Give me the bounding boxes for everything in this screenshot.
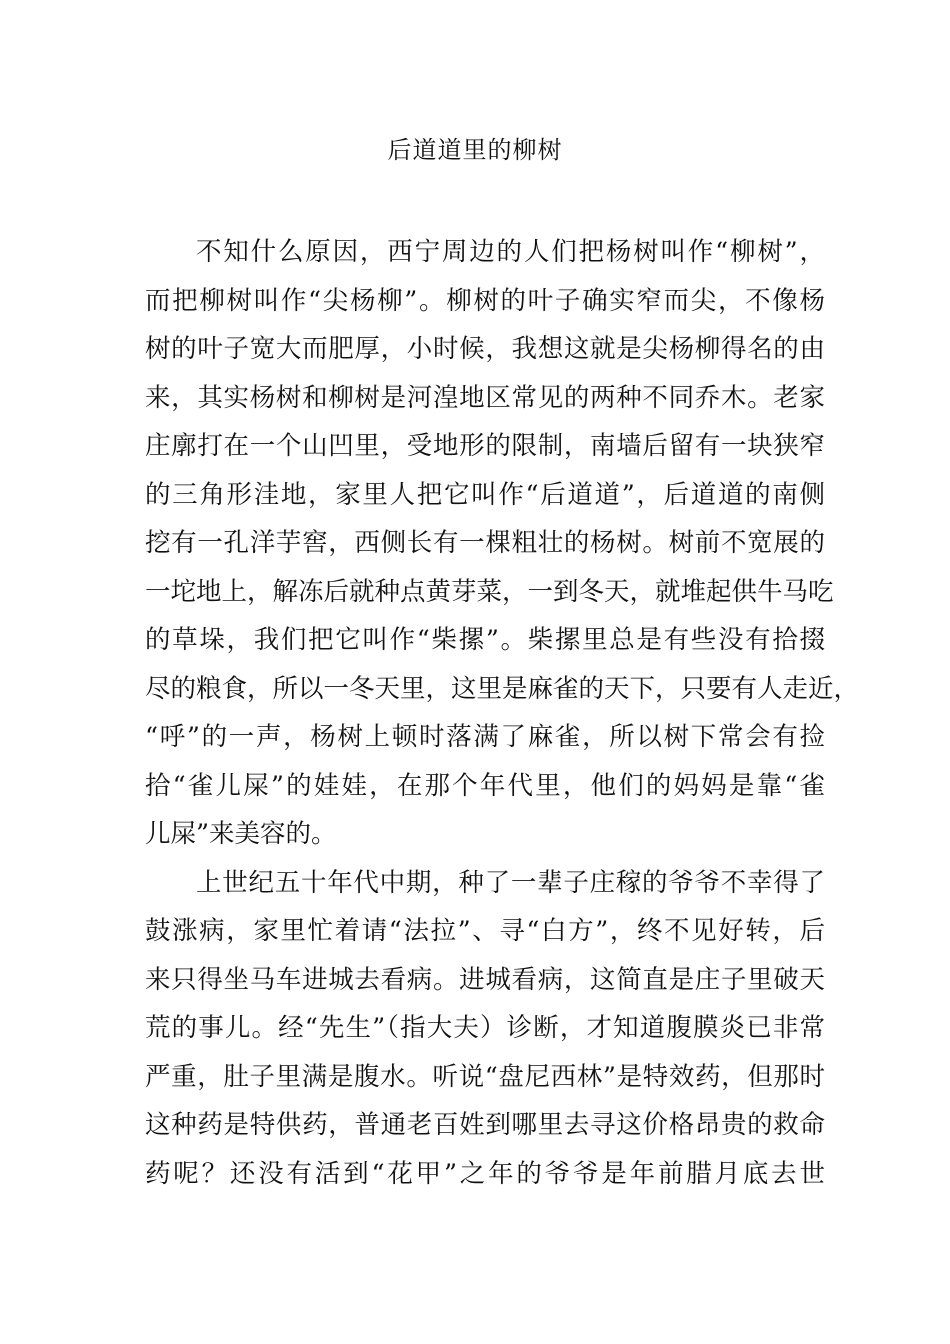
paragraph-line: 一坨地上，解冻后就种点黄芽菜，一到冬天，就堆起供牛马吃 xyxy=(145,576,834,607)
paragraph-line: “呼”的一声，杨树上顿时落满了麻雀，所以树下常会有捡 xyxy=(145,722,825,752)
paragraph-line: 庄廓打在一个山凹里，受地形的限制，南墙后留有一块狭窄 xyxy=(145,431,825,461)
paragraph-line: 来只得坐马车进城去看病。进城看病，这简直是庄子里破天 xyxy=(145,964,825,995)
paragraph-line: 树的叶子宽大而肥厚，小时候，我想这就是尖杨柳得名的由 xyxy=(145,334,825,364)
paragraph-line: 严重，肚子里满是腹水。听说“盘尼西林”是特效药，但那时 xyxy=(145,1061,825,1092)
paragraph-line: 药呢？还没有活到“花甲”之年的爷爷是年前腊月底去世 xyxy=(145,1158,825,1189)
paragraph-line: 不知什么原因，西宁周边的人们把杨树叫作“柳树”， xyxy=(196,237,825,267)
paragraph-line: 尽的粮食，所以一冬天里，这里是麻雀的天下，只要有人走近， xyxy=(145,673,860,704)
paragraph-line: 鼓涨病，家里忙着请“法拉”、寻“白方”，终不见好转，后 xyxy=(145,916,825,946)
paragraph-line: 儿屎”来美容的。 xyxy=(145,819,337,849)
paragraph-line: 上世纪五十年代中期，种了一辈子庄稼的爷爷不幸得了 xyxy=(196,867,825,898)
paragraph-line: 的草垛，我们把它叫作“柴摞”。柴摞里总是有些没有拾掇 xyxy=(145,625,825,655)
paragraph-line: 拾“雀儿屎”的娃娃，在那个年代里，他们的妈妈是靠“雀 xyxy=(145,770,825,801)
paragraph-line: 荒的事儿。经“先生”（指大夫）诊断，才知道腹膜炎已非常 xyxy=(145,1013,825,1043)
paragraph-line: 这种药是特供药，普通老百姓到哪里去寻这价格昂贵的救命 xyxy=(145,1110,825,1140)
document-body xyxy=(145,228,860,1198)
paragraph-line: 的三角形洼地，家里人把它叫作“后道道”，后道道的南侧 xyxy=(145,479,825,510)
paragraph-2 xyxy=(145,859,825,1199)
paragraph-1 xyxy=(145,228,860,859)
paragraph-line: 来，其实杨树和柳树是河湟地区常见的两种不同乔木。老家 xyxy=(145,382,825,413)
document-title: 后道道里的柳树 xyxy=(387,136,563,164)
paragraph-line: 挖有一孔洋芋窖，西侧长有一棵粗壮的杨树。树前不宽展的 xyxy=(145,528,825,558)
paragraph-line: 而把柳树叫作“尖杨柳”。柳树的叶子确实窄而尖，不像杨 xyxy=(145,285,825,316)
